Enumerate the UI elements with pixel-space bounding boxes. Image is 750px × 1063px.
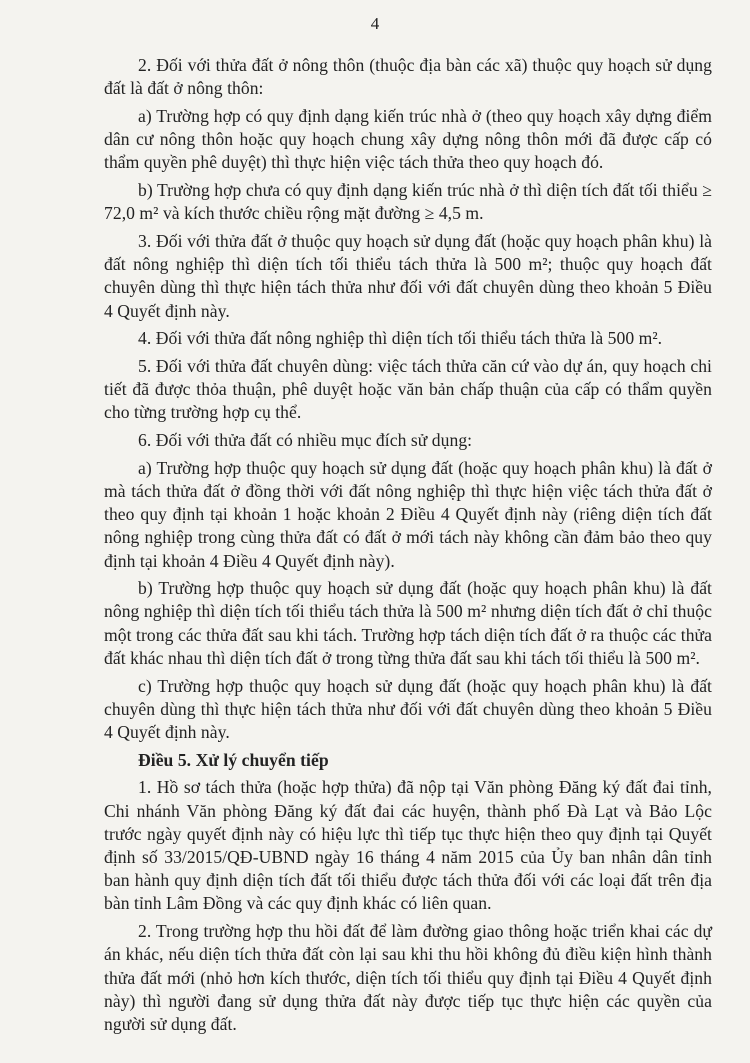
paragraph-6a: a) Trường hợp thuộc quy hoạch sử dụng đất (hoặc quy hoạch phân khu) là đất ở mà tách thửa đất ở đồng thời với đất nông nghiệp thì thực hiện việc tách thửa đất ở theo quy định tại khoản 1 hoặc khoản 2 Điều 4 Quyết định này (riêng diện tích đất nông nghiệp trong cùng thửa đất có đất ở mới tách này không cần đảm bảo theo quy định tại khoản 4 Điều 4 Quyết định này).	[104, 457, 712, 571]
document-body	[104, 54, 712, 1036]
paragraph-article5-2: 2. Trong trường hợp thu hồi đất để làm đường giao thông hoặc triển khai các dự án khác, nếu diện tích thửa đất còn lại sau khi thu hồi không đủ điều kiện hình thành thửa đất mới (nhỏ hơn kích thước, diện tích tối thiểu quy định tại Điều 4 Quyết định này) thì người đang sử dụng thửa đất này được tiếp tục thực hiện các quyền của người sử dụng đất.	[104, 921, 712, 1034]
paragraph-2a: a) Trường hợp có quy định dạng kiến trúc nhà ở (theo quy hoạch xây dựng điểm dân cư nông thôn hoặc quy hoạch chung xây dựng nông thôn mới đã được cấp có thẩm quyền phê duyệt) thì thực hiện việc tách thửa theo quy hoạch đó.	[104, 105, 712, 173]
paragraph-6c: c) Trường hợp thuộc quy hoạch sử dụng đất (hoặc quy hoạch phân khu) là đất chuyên dùng thì thực hiện tách thửa như đối với đất chuyên dùng theo khoản 5 Điều 4 Quyết định này.	[104, 675, 712, 742]
paragraph-6: 6. Đối với thửa đất có nhiều mục đích sử dụng:	[138, 430, 473, 451]
article-5-heading: Điều 5. Xử lý chuyển tiếp	[138, 749, 329, 770]
paragraph-4: 4. Đối với thửa đất nông nghiệp thì diện tích tối thiểu tách thửa là 500 m².	[138, 328, 663, 349]
paragraph-6b: b) Trường hợp thuộc quy hoạch sử dụng đất (hoặc quy hoạch phân khu) là đất nông nghiệp thì diện tích tối thiểu tách thửa là 500 m² nhưng diện tích đất ở chỉ thuộc một trong các thửa đất sau khi tách. Trường hợp tách diện tích đất ở ra thuộc các thửa đất khác nhau thì diện tích đất ở trong từng thửa đất sau khi tách tối thiểu là 500 m².	[104, 578, 712, 668]
paragraph-2b: b) Trường hợp chưa có quy định dạng kiến trúc nhà ở thì diện tích đất tối thiểu ≥ 72,0 m² và kích thước chiều rộng mặt đường ≥ 4,5 m.	[104, 180, 712, 224]
page-number: 4	[370, 14, 380, 33]
paragraph-2: 2. Đối với thửa đất ở nông thôn (thuộc địa bàn các xã) thuộc quy hoạch sử dụng đất là đất ở nông thôn:	[104, 55, 712, 99]
paragraph-3: 3. Đối với thửa đất ở thuộc quy hoạch sử dụng đất (hoặc quy hoạch phân khu) là đất nông nghiệp thì diện tích tối thiểu tách thửa là 500 m²; thuộc quy hoạch đất chuyên dùng thì thực hiện tách thửa như đối với đất chuyên dùng theo khoản 5 Điều 4 Quyết định này.	[104, 230, 712, 321]
paragraph-5: 5. Đối với thửa đất chuyên dùng: việc tách thửa căn cứ vào dự án, quy hoạch chi tiết đã được thỏa thuận, phê duyệt hoặc văn bản chấp thuận của cấp có thẩm quyền cho từng trường hợp cụ thể.	[104, 355, 712, 423]
paragraph-article5-1: 1. Hồ sơ tách thửa (hoặc hợp thửa) đã nộp tại Văn phòng Đăng ký đất đai tỉnh, Chi nhánh Văn phòng Đăng ký đất đai các huyện, thành phố Đà Lạt và Bảo Lộc trước ngày quyết định này có hiệu lực thì tiếp tục thực hiện theo quy định tại Quyết định số 33/2015/QĐ-UBND ngày 16 tháng 4 năm 2015 của Ủy ban nhân dân tỉnh ban hành quy định diện tích đất tối thiểu được tách thửa đối với các loại đất trên địa bàn tỉnh Lâm Đồng và các quy định khác có liên quan.	[104, 777, 712, 914]
